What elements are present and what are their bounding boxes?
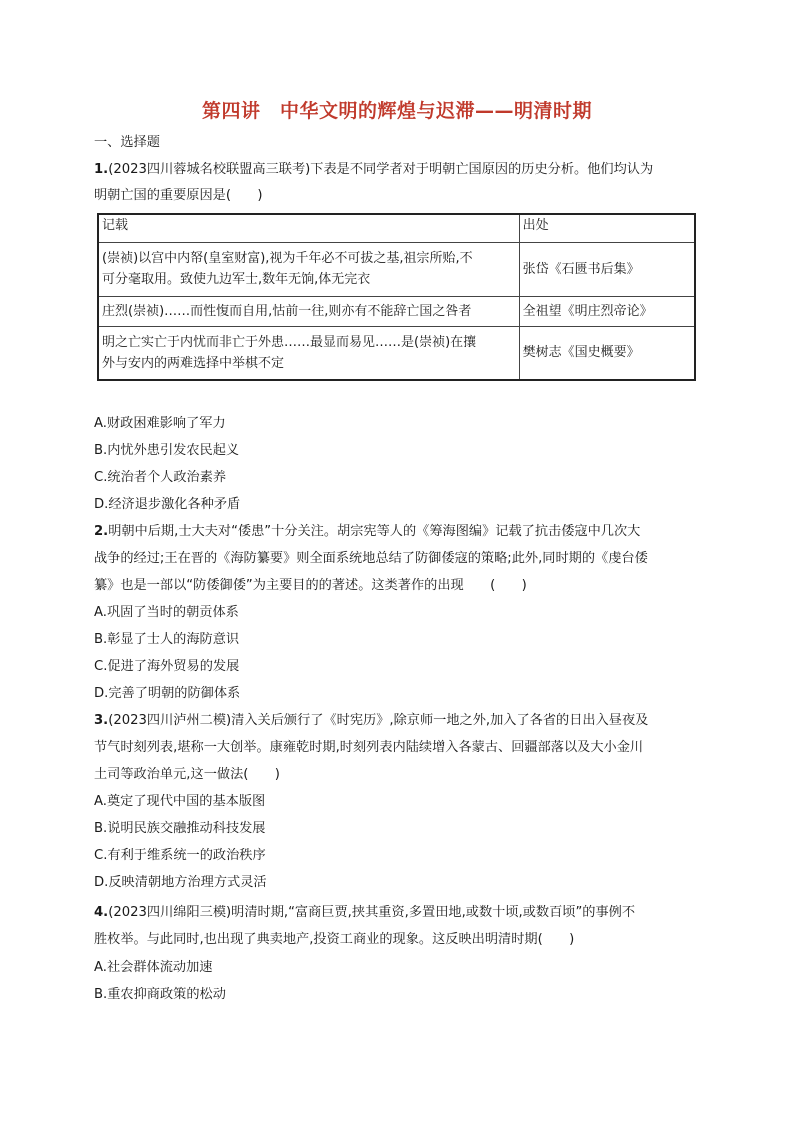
- record-line: 庄烈(崇祯)……而性愎而自用,怙前一往,则亦有不能辞亡国之咎者: [102, 303, 472, 319]
- question-3-line-2: 节气时刻列表,堪称一大创举。康雍乾时期,时刻列表内陆续增入各蒙古、回疆部落以及大小金川: [94, 740, 644, 755]
- question-4-line-1: [94, 903, 635, 923]
- table-cell-record: [98, 326, 519, 380]
- question-2-option-c: C.促进了海外贸易的发展: [94, 659, 240, 674]
- question-1-number: 1.: [94, 162, 109, 177]
- question-2-line-2: 战争的经过;王在晋的《海防纂要》则全面系统地总结了防御倭寇的策略;此外,同时期的《虔台倭: [94, 551, 648, 566]
- question-4-option-b: B.重农抑商政策的松动: [94, 987, 226, 1002]
- record-line: (崇祯)以宫中内帑(皇室财富),视为千年必不可拔之基,祖宗所贻,不: [102, 251, 473, 266]
- question-3-line-3: 土司等政治单元,这一做法( ): [94, 767, 280, 782]
- table-header-record: 记载: [98, 214, 519, 242]
- question-3-line-1: [94, 711, 648, 731]
- question-4-line-2: 胜枚举。与此同时,也出现了典卖地产,投资工商业的现象。这反映出明清时期( ): [94, 932, 575, 947]
- table-row: [98, 296, 695, 326]
- question-2-option-d: D.完善了明朝的防御体系: [94, 686, 241, 701]
- question-2-option-b: B.彰显了士人的海防意识: [94, 632, 240, 647]
- question-1-option-c: C.统治者个人政治素养: [94, 470, 227, 485]
- question-1-option-d: D.经济退步激化各种矛盾: [94, 497, 241, 512]
- question-3-option-b: B.说明民族交融推动科技发展: [94, 821, 266, 836]
- question-4-option-a: A.社会群体流动加速: [94, 960, 213, 975]
- question-3-option-d: D.反映清朝地方治理方式灵活: [94, 875, 267, 890]
- question-2-option-a: A.巩固了当时的朝贡体系: [94, 605, 239, 620]
- table-header-source: 出处: [519, 214, 695, 242]
- question-3-number: 3.: [94, 713, 109, 728]
- table-cell-source: 全祖望《明庄烈帝论》: [519, 296, 695, 326]
- question-4-text-1: (2023四川绵阳三模)明清时期,“富商巨贾,挟其重资,多置田地,或数十顷,或数百顷”的事例不: [108, 905, 636, 920]
- question-1-line-2: 明朝亡国的重要原因是( ): [94, 188, 263, 203]
- source-table: [97, 213, 696, 381]
- question-2-number: 2.: [94, 524, 109, 539]
- question-2-line-1: [94, 522, 640, 542]
- question-3-text-1: (2023四川泸州二模)清入关后颁行了《时宪历》,除京师一地之外,加入了各省的日出入昼夜及: [108, 713, 649, 728]
- question-3-option-a: A.奠定了现代中国的基本版图: [94, 794, 266, 809]
- table-cell-source: 张岱《石匮书后集》: [519, 242, 695, 296]
- table-cell-source: 樊树志《国史概要》: [519, 326, 695, 380]
- question-2-text-1: 明朝中后期,士大夫对“倭患”十分关注。胡宗宪等人的《筹海图编》记载了抗击倭寇中几次大: [108, 524, 641, 539]
- page-title: 第四讲 中华文明的辉煌与迟滞——明清时期: [201, 100, 592, 122]
- table-cell-record: [98, 296, 519, 326]
- record-line: 外与安内的两难选择中举棋不定: [102, 355, 285, 371]
- question-1-text-1: (2023四川蓉城名校联盟高三联考)下表是不同学者对于明朝亡国原因的历史分析。他们均认为: [108, 162, 654, 177]
- table-row: [98, 242, 695, 296]
- question-4-number: 4.: [94, 905, 109, 920]
- question-1-line-1: [94, 160, 653, 180]
- section-heading: 一、选择题: [94, 135, 160, 150]
- question-2-line-3: 纂》也是一部以“防倭御倭”为主要目的的著述。这类著作的出现 ( ): [94, 578, 527, 593]
- question-1-option-b: B.内忧外患引发农民起义: [94, 443, 240, 458]
- record-line: 可分毫取用。致使九边军士,数年无饷,体无完衣: [102, 272, 371, 287]
- table-header-row: [98, 214, 695, 242]
- record-line: 明之亡实亡于内忧而非亡于外患……最显而易见……是(崇祯)在攘: [102, 334, 477, 350]
- table-cell-record: [98, 242, 519, 296]
- question-1-option-a: A.财政困难影响了军力: [94, 416, 226, 431]
- table-row: [98, 326, 695, 380]
- question-3-option-c: C.有利于维系统一的政治秩序: [94, 848, 266, 863]
